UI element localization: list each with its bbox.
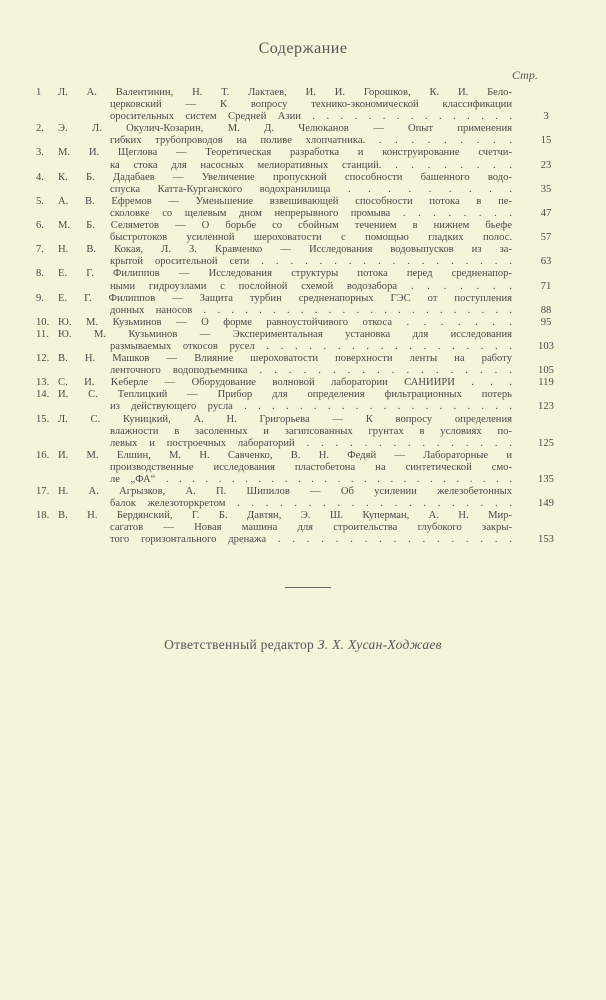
entry-number: 10.	[36, 316, 50, 328]
toc-line	[36, 220, 566, 232]
entry-text: производственные исследования пластобетона на синтетической смо-	[110, 461, 512, 473]
toc-line	[36, 281, 566, 293]
entry-text: донных наносов . . . . . . . . . . . . . . . . . . . . . . .	[110, 304, 512, 316]
entry-text: К. Б. Дадабаев — Увеличение пропускной способности башенного водо-	[58, 171, 512, 183]
entry-text: М. И. Щеглова — Теоретическая разработка и конструирование счетчи-	[58, 147, 512, 159]
entry-text: ными гидроузлами с послойной схемой водозабора . . . . . . .	[110, 280, 512, 292]
toc-line	[36, 450, 566, 462]
toc-entry	[36, 147, 566, 171]
toc-entry	[36, 329, 566, 353]
toc-line	[36, 135, 566, 147]
entry-number: 3.	[36, 147, 44, 159]
toc-line	[36, 389, 566, 401]
entry-text: ле „ФА“ . . . . . . . . . . . . . . . . . . . . . . . . . . .	[110, 474, 512, 485]
entry-text: оросительных систем Средней Азии . . . . . . . . . . . . . . .	[110, 111, 512, 123]
entry-number: 18.	[36, 510, 50, 522]
entry-text: В. Н. Машков — Влияние шероховатости поверхности ленты на работу	[58, 353, 512, 365]
entry-text: В. Н. Бердянский, Г. Б. Давтян, Э. Ш. Куперман, А. Н. Мир-	[58, 510, 512, 522]
entry-page-number: 3	[543, 111, 549, 123]
entry-text: левых и построечных лабораторий . . . . . . . . . . . . . . .	[110, 437, 512, 449]
entry-number: 5.	[36, 195, 44, 207]
entry-page-number: 119	[538, 377, 554, 389]
toc-line	[36, 196, 566, 208]
toc-entry	[36, 317, 566, 329]
entry-text: И. С. Теплицкий — Прибор для определения фильтрационных потерь	[58, 389, 512, 401]
toc-entry	[36, 196, 566, 220]
entry-number: 7.	[36, 244, 44, 256]
page-column-header: Стр.	[512, 68, 538, 82]
entry-page-number: 15	[540, 135, 552, 147]
entry-text: И. М. Елшин, М. Н. Савченко, В. Н. Федяй — Лабораторные и	[58, 449, 512, 461]
entry-page-number: 57	[540, 232, 552, 244]
table-of-contents	[36, 87, 566, 547]
entry-page-number: 103	[538, 340, 554, 352]
entry-text: А. В. Ефремов — Уменьшение взвешивающей способности потока в пе-	[58, 195, 512, 207]
entry-text: ка стока для насосных мелиоративных станций. . . . . . . . .	[110, 159, 512, 171]
entry-text: церковский — К вопросу технико-экономической классификации	[110, 99, 512, 111]
toc-line	[36, 99, 566, 111]
toc-line	[36, 160, 566, 172]
toc-entry	[36, 389, 566, 413]
entry-number: 6.	[36, 220, 44, 232]
toc-line	[36, 87, 566, 99]
entry-text: Л. А. Валентинин, Н. Т. Лактаев, И. И. Горошков, К. И. Бело-	[58, 87, 512, 98]
page-title: Содержание	[258, 40, 348, 57]
entry-text: С. И. Keберле — Оборудование волновой лаборатории САНИИРИ . . .	[58, 377, 512, 389]
entry-number: 15.	[36, 413, 50, 425]
toc-line	[36, 377, 566, 389]
toc-entry	[36, 293, 566, 317]
entry-text: сколовке со щелевым дном непрерывного промыва . . . . . . . .	[110, 207, 512, 219]
editor-label: Ответственный редактор	[164, 637, 315, 652]
entry-number: 8.	[36, 268, 44, 280]
entry-text: Е. Г. Филиппов — Защита турбин средненапорных ГЭС от поступления	[58, 292, 512, 304]
toc-line	[36, 486, 566, 498]
entry-page-number: 63	[540, 256, 552, 268]
entry-text: Н. А. Агрызков, А. П. Шипилов — Об усилении железобетонных	[58, 486, 512, 498]
entry-text: размываемых откосов русел . . . . . . . . . . . . . . . . . .	[110, 340, 512, 352]
toc-line	[36, 256, 566, 268]
entry-number: 4.	[36, 171, 44, 183]
editor-name: З. Х. Хусан-Ходжаев	[317, 637, 442, 652]
toc-line	[36, 462, 566, 474]
entry-text: из действующего русла . . . . . . . . . . . . . . . . . . . .	[110, 401, 512, 413]
toc-line	[36, 401, 566, 413]
toc-entry	[36, 414, 566, 450]
entry-number: 17.	[36, 486, 50, 498]
entry-text: М. Б. Селяметов — О борьбе со сбойным течением в нижнем бьефе	[58, 220, 512, 232]
entry-page-number: 149	[538, 498, 554, 510]
toc-line	[36, 208, 566, 220]
toc-entry	[36, 353, 566, 377]
toc-line	[36, 293, 566, 305]
toc-line	[36, 268, 566, 280]
toc-line	[36, 147, 566, 159]
entry-page-number: 123	[538, 401, 554, 413]
toc-line	[36, 184, 566, 196]
entry-page-number: 135	[538, 474, 554, 485]
entry-number: 11.	[36, 328, 49, 340]
toc-line	[36, 341, 566, 353]
entry-text: того горизонтального дренажа . . . . . . . . . . . . . . . . .	[110, 534, 512, 546]
toc-line	[36, 474, 566, 486]
entry-page-number: 47	[540, 207, 552, 219]
entry-page-number: 95	[540, 316, 552, 328]
toc-entry	[36, 172, 566, 196]
entry-page-number: 88	[540, 304, 552, 316]
toc-line	[36, 123, 566, 135]
toc-entry	[36, 450, 566, 486]
entry-number: 13.	[36, 377, 50, 389]
entry-page-number: 105	[538, 365, 554, 377]
toc-line	[36, 329, 566, 341]
toc-line	[36, 353, 566, 365]
entry-text: гибких трубопроводов на поливе хлопчатника. . . . . . . . . .	[110, 135, 512, 147]
toc-line	[36, 365, 566, 377]
entry-number: 1	[36, 87, 42, 98]
entry-text: влажности в засоленных и загипсованных грунтах в условиях по-	[110, 425, 512, 437]
entry-text: крытой оросительной сети . . . . . . . . . . . . . . . . . .	[110, 256, 512, 268]
entry-page-number: 23	[540, 159, 552, 171]
toc-line	[36, 172, 566, 184]
entry-number: 12.	[36, 353, 50, 365]
toc-line	[36, 522, 566, 534]
toc-entry	[36, 510, 566, 546]
toc-line	[36, 438, 566, 450]
entry-text: Л. С. Куницкий, А. Н. Григорьева — К вопросу определения	[58, 413, 512, 425]
entry-page-number: 153	[538, 534, 554, 546]
entry-page-number: 35	[540, 183, 552, 195]
toc-entry	[36, 244, 566, 268]
toc-entry	[36, 87, 566, 123]
entry-text: Е. Г. Филиппов — Исследования структуры потока перед средненапор-	[58, 268, 512, 280]
toc-entry	[36, 377, 566, 389]
entry-number: 16.	[36, 449, 50, 461]
toc-line	[36, 414, 566, 426]
entry-text: спуска Катта-Курганского водохранилища . . . . . . . . .	[110, 183, 512, 195]
entry-number: 2.	[36, 123, 44, 135]
toc-line	[36, 534, 566, 546]
toc-entry	[36, 268, 566, 292]
entry-page-number: 125	[538, 437, 554, 449]
toc-entry	[36, 220, 566, 244]
toc-line	[36, 498, 566, 510]
entry-text: Э. Л. Окулич-Козарин, М. Д. Челюканов — Опыт применения	[58, 123, 512, 135]
entry-number: 9.	[36, 292, 44, 304]
entry-text: Ю. М. Кузьминов — О форме равноустойчивого откоса . . . . . . .	[58, 316, 512, 328]
toc-line	[36, 232, 566, 244]
entry-number: 14.	[36, 389, 50, 401]
toc-line	[36, 244, 566, 256]
toc-line	[36, 305, 566, 317]
toc-entry	[36, 486, 566, 510]
toc-entry	[36, 123, 566, 147]
entry-text: сагатов — Новая машина для строительства глубокого закры-	[110, 522, 512, 534]
entry-text: балок железоторкретом . . . . . . . . . . . . . . . . . . . .	[110, 498, 512, 510]
editor-credit	[0, 637, 606, 653]
entry-text: Н. В. Кокая, Л. З. Кравченко — Исследования водовыпусков из за-	[58, 244, 512, 256]
toc-line	[36, 111, 566, 123]
entry-text: ленточного водоподъемника . . . . . . . . . . . . . . . . . .	[110, 365, 512, 377]
toc-line	[36, 426, 566, 438]
toc-line	[36, 317, 566, 329]
entry-text: Ю. М. Кузьминов — Экспериментальная установка для исследования	[58, 328, 512, 340]
separator-line	[285, 587, 331, 588]
toc-line	[36, 510, 566, 522]
entry-page-number: 71	[540, 280, 552, 292]
entry-text: быстротоков усиленной шероховатости с помощью гладких полос.	[110, 232, 512, 244]
